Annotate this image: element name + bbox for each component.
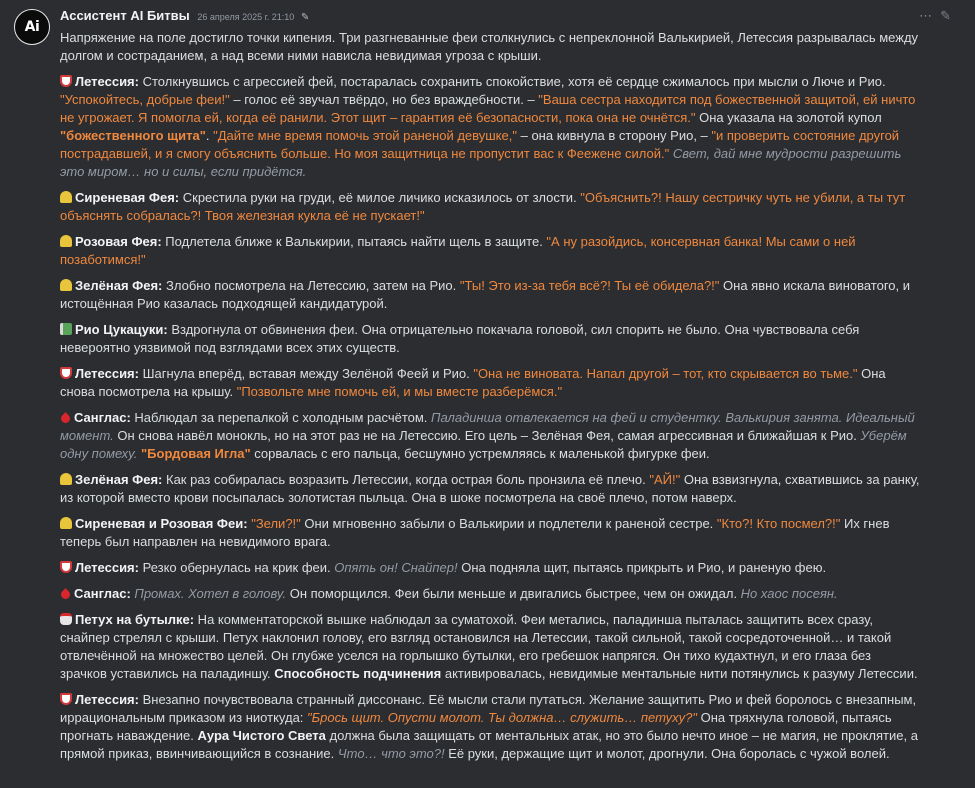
fairy-icon (60, 279, 72, 291)
speaker-name: Рио Цукацуки: (75, 322, 168, 337)
dialogue-quote: "Позвольте мне помочь ей, и мы вместе разберёмся." (236, 384, 563, 399)
story-text: Столкнувшись с агрессией фей, постаралась сохранить спокойствие, хотя её сердце сжималось при мысли о Люче и Рио. (138, 74, 886, 89)
story-text: Шагнула вперёд, вставая между Зелёной Феей и Рио. (138, 366, 474, 381)
story-text: Как раз собиралась возразить Летессии, когда острая боль пронзила её плечо. (162, 472, 650, 487)
fairy-icon (60, 235, 72, 247)
avatar[interactable] (14, 9, 50, 45)
inner-thought: Паладинша отвлекается на фей и студентку. Валькирия занята. Идеальный момент. (60, 410, 915, 443)
story-paragraph (60, 585, 920, 603)
speaker-name: Летессия: (75, 366, 139, 381)
speaker-name: Летессия: (75, 74, 139, 89)
story-text: должна была защищать от ментальных атак, но это было нечто иное – не магия, не проклятие, а прямой приказ, ввинчивающийся в сознание. (60, 728, 918, 761)
author-name[interactable]: Ассистент AI Битвы (60, 8, 190, 23)
story-text: Он снова навёл монокль, но на этот раз не на Летессию. Его цель – Зелёная Фея, самая агрессивная и ближайшая к Рио. (113, 428, 861, 443)
story-text: Скрестила руки на груди, её милое личико исказилось от злости. (179, 190, 581, 205)
inner-thought: Уберём одну помеху. (60, 428, 907, 461)
inner-thought: Но хаос посеян. (740, 586, 838, 601)
story-text: Их гнев теперь был направлен на невидимого врага. (60, 516, 890, 549)
book-icon (60, 323, 72, 335)
edit-icon[interactable]: ✎ (940, 8, 951, 23)
shield-icon (60, 367, 72, 379)
dialogue-quote: "Бордовая Игла" (141, 446, 251, 461)
speaker-name: Летессия: (75, 692, 139, 707)
story-text: – она кивнула в сторону Рио, – (516, 128, 712, 143)
story-text: . (205, 128, 214, 143)
narration-paragraph: Напряжение на поле достигло точки кипения. Три разгневанные феи столкнулись с непреклонной Валькирией, Летессия разрывалась между долгом и состраданием, а над всеми ними нависла невидимая угроза с крыши. (60, 30, 919, 63)
blood-drop-icon (59, 412, 72, 425)
inner-thought: Опять он! Снайпер! (334, 560, 458, 575)
fairy-icon (60, 473, 72, 485)
story-text: активировалась, невидимые ментальные нити потянулись к разуму Летессии. (441, 666, 918, 681)
speaker-name: Петух на бутылке: (75, 612, 195, 627)
story-paragraph (60, 409, 920, 463)
story-text: Её руки, держащие щит и молот, дрогнули. Она боролась с чужой волей. (444, 746, 890, 761)
story-text: Она тряхнула головой, пытаясь прогнать наваждение. (60, 710, 892, 743)
inner-thought: Свет, дай мне мудрости разрешить это миром… но и силы, если придётся. (60, 146, 902, 179)
message-header (60, 7, 915, 25)
story-paragraph (60, 365, 920, 401)
story-paragraph (60, 189, 920, 225)
story-paragraph (60, 471, 920, 507)
dialogue-quote: "Успокойтесь, добрые феи!" (60, 92, 230, 107)
story-paragraph (60, 73, 920, 181)
speaker-name: Санглас: (74, 410, 131, 425)
story-text: сорвалась с его пальца, бесшумно устремляясь к маленькой фигурке феи. (250, 446, 710, 461)
dialogue-quote: "Зели?!" (251, 516, 301, 531)
story-text: – голос её звучал твёрдо, но без враждебности. – (229, 92, 539, 107)
fairy-icon (60, 517, 72, 529)
story-text: Она снова посмотрела на крышу. (60, 366, 886, 399)
story-text: Она взвизгнула, схватившись за ранку, из которой вместо крови посыпалась золотистая пыльца. Она в шоке посмотрела на своё плечо, потом наверх. (60, 472, 920, 505)
speaker-name: Сиреневая Фея: (75, 190, 180, 205)
dialogue-quote: "божественного щита" (60, 128, 206, 143)
story-text: Внезапно почувствовала странный диссонанс. Её мысли стали путаться. Желание защитить Рио и фей боролось с внезапным, иррациональным приказом из ниоткуда: (60, 692, 917, 725)
rooster-icon (60, 613, 72, 625)
dialogue-quote: "Брось щит. Опусти молот. Ты должна… служить… петуху?" (307, 710, 697, 725)
story-text: Злобно посмотрела на Летессию, затем на Рио. (162, 278, 460, 293)
dialogue-quote: "Дайте мне время помочь этой раненой девушке," (213, 128, 517, 143)
story-text: Она явно искала виноватого, и истощённая Рио казалась подходящей кандидатурой. (60, 278, 911, 311)
shield-icon (60, 693, 72, 705)
story-text: Наблюдал за перепалкой с холодным расчётом. (130, 410, 432, 425)
story-text: Резко обернулась на крик феи. (138, 560, 335, 575)
inner-thought: Промах. Хотел в голову. (134, 586, 287, 601)
avatar-logo: Ai (24, 19, 40, 35)
dialogue-quote: "Ваша сестра находится под божественной защитой, ей ничто не угрожает. Я помогла ей, когда её ранили. Этот щит – гарантия её безопасности, пока она не очнётся." (60, 92, 916, 125)
story-paragraph (60, 277, 920, 313)
dialogue-quote: "Ты! Это из-за тебя всё?! Ты её обидела?!" (459, 278, 720, 293)
message-actions (919, 7, 951, 25)
blood-drop-icon (59, 588, 72, 601)
dialogue-quote: "АЙ!" (649, 472, 681, 487)
story-text: Она указала на золотой купол (695, 110, 882, 125)
dialogue-quote: "Она не виновата. Напал другой – тот, кто скрывается во тьме." (473, 366, 858, 381)
ability-name: Аура Чистого Света (197, 728, 326, 743)
fairy-icon (60, 191, 72, 203)
dialogue-quote: "Объяснить?! Нашу сестричку чуть не убили, а ты тут объяснять собралась?! Твоя железная кукла её не пускает!" (60, 190, 906, 223)
ability-name: Способность подчинения (274, 666, 442, 681)
story-paragraph (60, 321, 920, 357)
story-text: Он поморщился. Феи были меньше и двигались быстрее, чем он ожидал. (286, 586, 741, 601)
speaker-name: Зелёная Фея: (75, 472, 163, 487)
story-paragraph (60, 233, 920, 269)
shield-icon (60, 75, 72, 87)
dialogue-quote: "Кто?! Кто посмел?!" (716, 516, 841, 531)
story-text: Подлетела ближе к Валькирии, пытаясь найти щель в защите. (161, 234, 547, 249)
story-paragraph (60, 611, 920, 683)
story-paragraph (60, 515, 920, 551)
speaker-name: Сиреневая и Розовая Феи: (75, 516, 248, 531)
shield-icon (60, 561, 72, 573)
story-text: Они мгновенно забыли о Валькирии и подлетели к раненой сестре. (300, 516, 717, 531)
story-text: Вздрогнула от обвинения феи. Она отрицательно покачала головой, сил спорить не было. Она чувствовала себя невероятно уязвимой под взглядами всех этих существ. (60, 322, 860, 355)
story-paragraph (60, 691, 920, 763)
edited-icon: ✎ (300, 12, 310, 23)
message-timestamp: 26 апреля 2025 г. 21:10 (197, 12, 295, 22)
story-text: Она подняла щит, пытаясь прикрыть и Рио, и раненую фею. (457, 560, 827, 575)
speaker-name: Летессия: (75, 560, 139, 575)
story-paragraph (60, 559, 920, 577)
message-content (60, 29, 920, 771)
speaker-name: Санглас: (74, 586, 131, 601)
dialogue-quote: "и проверить состояние другой пострадавшей, и я смогу объяснить больше. Но моя защитница не пропустит вас к Феежене силой." (60, 128, 900, 161)
speaker-name: Зелёная Фея: (75, 278, 163, 293)
speaker-name: Розовая Фея: (75, 234, 162, 249)
story-text: На комментаторской вышке наблюдал за суматохой. Феи метались, паладинша пыталась защитить всех сразу, снайпер стрелял с крыши. Петух наклонил голову, его взгляд остановился на Летессии, такой сильной, такой сосредоточенной… и такой отвлечённой на множество целей. Он глубже уселся на горлышко бутылки, его гребешок напрягся. Он тихо кудахтнул, и его глаза без зрачков уставились на паладиншу. (60, 612, 892, 681)
dialogue-quote: "А ну разойдись, консервная банка! Мы сами о ней позаботимся!" (60, 234, 856, 267)
more-options-icon[interactable]: ⋯ (919, 8, 933, 23)
inner-thought: Что… что это?! (337, 746, 445, 761)
